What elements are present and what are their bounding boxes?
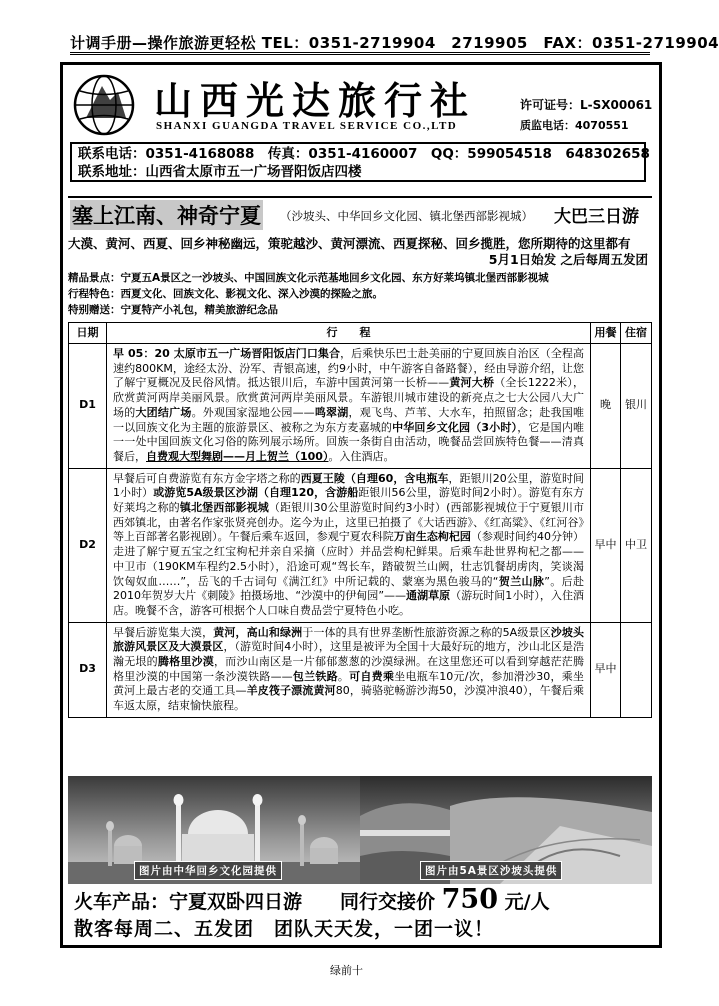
table-header-row — [69, 323, 652, 344]
table-row — [69, 468, 652, 622]
itinerary-cell — [107, 344, 591, 469]
departure-schedule: 散客每周二、五发团 团队天天发，一团一议！ — [74, 918, 495, 940]
itinerary-text: 自费观大型舞剧——月上贺兰（100） — [146, 449, 329, 463]
day-cell: D1 — [69, 344, 107, 469]
intro-line-2: 5月1日始发 之后每周五发团 — [488, 252, 648, 267]
itinerary-text: 于一体的具有世界垄断性旅游资源之称的5A级景区 — [302, 625, 551, 639]
tour-title-end: 大巴三日游 — [554, 207, 639, 227]
itinerary-text: 。外观国家湿地公园—— — [191, 405, 315, 419]
tour-features — [68, 270, 650, 318]
itinerary-text: ，后乘快乐巴士赴美丽的宁夏回族自治区（全程高速约800KM，途经太汾、汾军、青银高速，约9小时，中午游客自备路餐），经由导游介绍，让您了解宁夏概况及民俗风情。抵达银川后，车游中国黄河第一长桥—— — [113, 347, 584, 390]
itinerary-text: （参观时间约40分钟）走进了解宁夏五宝之红宝枸杞并亲自采摘（应时）并品尝枸杞鲜果。后乘车赴世界枸杞之都——中卫市（190KM车程约2.5小时），沿途可观“驾长车，踏破贺兰山阙，壮志饥餐胡虏肉，笑谈渴饮匈奴血……”，岳飞的千古词句《满江红》中所记载的、蒙塞为黑色骏马的“ — [113, 530, 585, 588]
stay-cell: 中卫 — [621, 468, 652, 622]
itinerary-text: 通湖草原 — [406, 589, 451, 603]
top-contact-bar: 计调手册—操作旅游更轻松 TEL：0351-2719904 2719905 FAX：0351-2719904 — [70, 32, 650, 55]
day-cell: D3 — [69, 622, 107, 717]
supervision-phone: 质监电话：4070551 — [520, 119, 629, 132]
itinerary-text: 贺兰山脉 — [498, 574, 545, 588]
itinerary-text: 羊皮筏子漂流黄河 — [246, 684, 336, 698]
itinerary-text: ”。后赴2010年贺岁大片《刺陵》拍摄场地、“沙漠中的伊甸园”—— — [113, 574, 585, 603]
itinerary-text: 可自费乘 — [349, 669, 395, 683]
table-row — [69, 622, 652, 717]
itinerary-cell — [107, 468, 591, 622]
price-unit: 元/人 — [504, 891, 550, 913]
itinerary-text: 黄河大桥 — [449, 376, 495, 390]
itinerary-text: ，（游览时间4小时），这里是被评为全国十大最好玩的地方，沙山北区是浩瀚无垠的 — [113, 640, 584, 669]
itinerary-text: 坐电瓶车10元/次，参加滑沙30，乘坐黄河上最古老的交通工具— — [113, 669, 585, 698]
itinerary-text: 大团结广场 — [135, 405, 192, 419]
itinerary-text: 或游览5A级景区沙湖（自理120，含游船 — [153, 486, 359, 500]
meal-cell: 晚 — [591, 344, 621, 469]
itinerary-text: 。入住酒店。 — [328, 449, 395, 463]
contact-address-line: 联系地址：山西省太原市五一广场晋阳饭店四楼 — [78, 164, 362, 180]
meal-cell: 早中 — [591, 622, 621, 717]
photo-mosque — [68, 776, 360, 884]
itinerary-text: 包兰铁路 — [292, 669, 338, 683]
tour-intro — [68, 236, 650, 268]
company-header — [72, 70, 653, 138]
itinerary-text: 黄河，高山和绿洲 — [213, 625, 303, 639]
contact-box — [70, 142, 650, 182]
itinerary-text: 腾格里沙漠 — [157, 655, 214, 669]
stay-cell — [621, 622, 652, 717]
tour-title-main: 塞上江南、神奇宁夏 — [70, 200, 263, 230]
itinerary-text: 80，骑骆驼畅游沙海50，沙漠冲浪40），午餐后乘车返太原，结束愉快旅程。 — [113, 684, 585, 713]
itinerary-text: 早餐后游览集大漠， — [113, 625, 214, 639]
company-logo-icon — [72, 74, 136, 136]
photo-strip — [68, 776, 652, 884]
itinerary-table — [68, 322, 652, 718]
train-price: 750 — [441, 884, 499, 915]
itinerary-text: （游玩时间1小时），入住酒店。晚餐不含，游客可根据个人口味自费品尝宁夏特色小吃。 — [113, 589, 585, 617]
itinerary-text: （全长1222米），欣赏黄河两岸美丽风景。欣赏黄河两岸美丽风景。车游银川城市建设的新亮点之七大公园八大广场的 — [113, 376, 585, 419]
itinerary-text: 西夏王陵（自理60，含电瓶车 — [300, 471, 449, 485]
train-product-line — [74, 884, 654, 915]
intro-line-1: 大漠、黄河、西夏、回乡神秘幽远，策驼越沙、黄河漂流、西夏探秘、回乡揽胜，您所期待的这里都有 — [68, 236, 631, 251]
contact-phone-line: 联系电话：0351-4168088 传真：0351-4160007 QQ：599054518 648302658 — [78, 146, 650, 162]
itinerary-cell — [107, 622, 591, 717]
itinerary-text: ，距银川20公里，游览时间1小时） — [113, 471, 584, 500]
train-product-text: 火车产品：宁夏双卧四日游 同行交接价 — [74, 891, 436, 913]
itinerary-text: 中华回乡文化园（3小时） — [392, 420, 518, 434]
itinerary-text: 沙坡头旅游风景区及大漠景区 — [113, 625, 585, 654]
table-row — [69, 344, 652, 469]
itinerary-text: ，而沙山南区是一片郁郁葱葱的沙漠绿洲。在这里您还可以看到穿越茫茫腾格里沙漠的中国第一条沙漠铁路—— — [113, 655, 585, 683]
company-name-en: SHANXI GUANGDA TRAVEL SERVICE CO.,LTD — [156, 120, 458, 132]
gifts-line: 特别赠送：宁夏特产小礼包，精美旅游纪念品 — [68, 304, 278, 316]
meal-cell: 早中 — [591, 468, 621, 622]
page-footer: 绿前十 — [330, 964, 363, 977]
features-line: 行程特色：西夏文化、回族文化、影视文化、深入沙漠的探险之旅。 — [68, 288, 383, 300]
company-name-cn: 山西光达旅行社 — [154, 78, 477, 123]
photo-desert — [360, 776, 652, 884]
itinerary-text: 鸣翠湖 — [314, 405, 349, 419]
header-stay: 住宿 — [621, 323, 652, 344]
photo-caption-1: 图片由中华回乡文化园提供 — [134, 861, 282, 880]
itinerary-text: 早 05：20 太原市五一广场晋阳饭店门口集合 — [113, 347, 341, 360]
license-number: 许可证号：L-SX00061 — [520, 98, 653, 112]
tour-title-row — [68, 196, 652, 232]
itinerary-text: 距银川56公里，游览时间2小时）。游览有东方好莱坞之称的 — [113, 486, 584, 515]
header-meal: 用餐 — [591, 323, 621, 344]
itinerary-text: ，观飞鸟、芦苇、大水车，拍照留念；赴我国唯一以回族文化为主题的旅游景区、被称之为东方麦嘉城的 — [113, 405, 585, 434]
day-cell: D2 — [69, 468, 107, 622]
itinerary-text: 万亩生态枸杞园 — [393, 530, 471, 544]
header-itinerary: 行 程 — [107, 323, 591, 344]
itinerary-text: ，它是国内唯一一处中国回族文化习俗的陈列展示场所。回族一条街自由活动，晚餐品尝回族特色餐——清真餐后， — [113, 420, 585, 463]
itinerary-text: 早餐后可自费游览有东方金字塔之称的 — [113, 471, 301, 485]
stay-cell: 银川 — [621, 344, 652, 469]
tour-title-sub: （沙坡头、中华回乡文化园、镇北堡西部影视城） — [280, 209, 533, 223]
highlights-line: 精品景点：宁夏五A景区之一沙坡头、中国回族文化示范基地回乡文化园、东方好莱坞镇北堡西部影视城 — [68, 272, 549, 284]
itinerary-text: 。 — [337, 669, 350, 683]
header-date: 日期 — [69, 323, 107, 344]
itinerary-text: （距银川30公里游览时间约3小时）(西部影视城位于宁夏银川市西郊镇北，由著名作家张贤亮创办。迄今为止，这里已拍摄了《大话西游》、《红高粱》、《红河谷》等上百部著名影视剧）。午餐后乘车返回，参观宁夏农科院 — [113, 501, 585, 544]
photo-caption-2: 图片由5A景区沙坡头提供 — [420, 861, 562, 880]
itinerary-text: 镇北堡西部影视城 — [179, 501, 269, 515]
